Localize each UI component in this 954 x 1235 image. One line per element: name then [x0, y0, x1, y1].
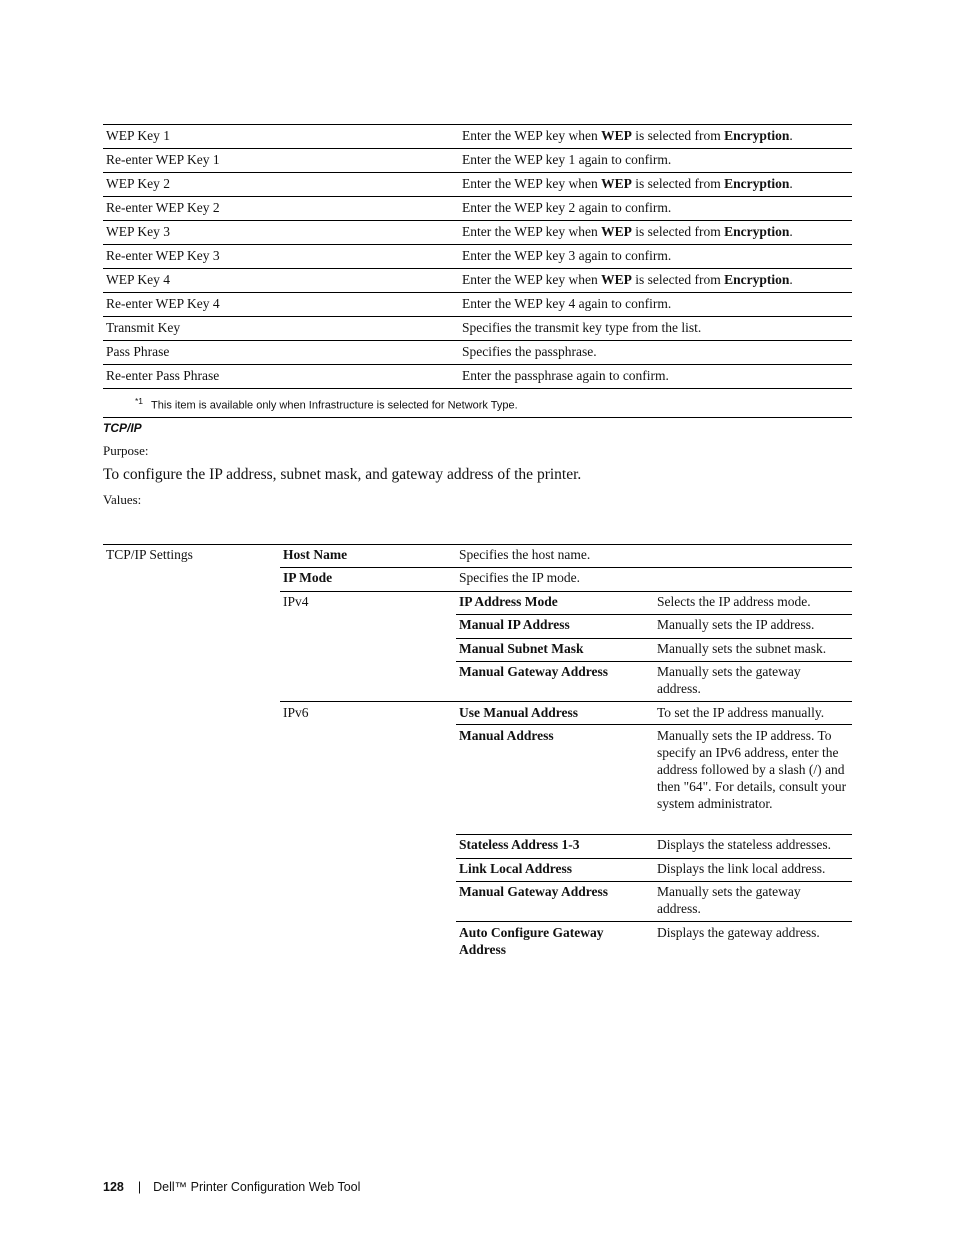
- setting-desc: Enter the WEP key 4 again to confirm.: [459, 293, 852, 317]
- setting-name: Re-enter WEP Key 3: [103, 245, 459, 269]
- table-row: [103, 341, 852, 365]
- section-title: TCP/IP: [103, 421, 142, 435]
- ipv6-item-name: Use Manual Address: [459, 705, 579, 720]
- footnote-mark: *1: [135, 396, 144, 406]
- ipv6-item-name: Manual Gateway Address: [459, 884, 609, 899]
- table-row: [103, 293, 852, 317]
- ipv6-item-name: Manual Address: [459, 728, 554, 743]
- ipv6-item-name: Stateless Address 1-3: [459, 837, 580, 852]
- footnote-row: [103, 389, 852, 418]
- table-row: [103, 149, 852, 173]
- page-footer: [103, 1180, 360, 1194]
- ipv4-item-desc: Manually sets the IP address.: [657, 617, 815, 632]
- setting-desc: Enter the passphrase again to confirm.: [459, 365, 852, 389]
- table-row: [103, 173, 852, 197]
- tcpip-settings-label: TCP/IP Settings: [106, 547, 193, 562]
- ipv6-label: IPv6: [283, 705, 309, 720]
- setting-desc: Enter the WEP key when WEP is selected from Encryption.: [459, 173, 852, 197]
- ipv4-item-name: Manual Subnet Mask: [459, 641, 584, 656]
- ipv6-item-name: Auto Configure Gateway Address: [459, 925, 604, 957]
- ipv6-item-desc: Displays the gateway address.: [657, 925, 820, 940]
- ipv6-item-desc: Displays the stateless addresses.: [657, 837, 831, 852]
- setting-desc: Enter the WEP key 1 again to confirm.: [459, 149, 852, 173]
- setting-desc: Enter the WEP key 2 again to confirm.: [459, 197, 852, 221]
- table-row: [103, 317, 852, 341]
- setting-name: WEP Key 4: [103, 269, 459, 293]
- ipv6-item-desc: Manually sets the gateway address.: [657, 884, 801, 916]
- ipv4-item-desc: Manually sets the gateway address.: [657, 664, 801, 696]
- footer-title: Dell™ Printer Configuration Web Tool: [153, 1180, 361, 1194]
- ip-mode-desc: Specifies the IP mode.: [459, 570, 580, 585]
- table-row: [103, 221, 852, 245]
- table-row: [103, 197, 852, 221]
- setting-name: Transmit Key: [103, 317, 459, 341]
- host-name-label: Host Name: [283, 547, 348, 562]
- ipv4-item-name: Manual IP Address: [459, 617, 570, 632]
- page-number: 128: [103, 1180, 124, 1194]
- ipv6-item-desc: To set the IP address manually.: [657, 705, 825, 720]
- ipv4-item-name: IP Address Mode: [459, 594, 558, 609]
- footnote: $^{*1}$ This item is available only when Infrastructure is selected for Network Type.: [103, 389, 852, 418]
- setting-name: WEP Key 1: [103, 125, 459, 149]
- ipv4-item-desc: Selects the IP address mode.: [657, 594, 811, 609]
- setting-name: Re-enter WEP Key 1: [103, 149, 459, 173]
- ipv4-item-desc: Manually sets the subnet mask.: [657, 641, 827, 656]
- purpose-label: Purpose:: [103, 443, 149, 458]
- ipv6-item-name: Link Local Address: [459, 861, 573, 876]
- setting-name: Pass Phrase: [103, 341, 459, 365]
- setting-name: Re-enter WEP Key 2: [103, 197, 459, 221]
- ipv6-item-desc: Manually sets the IP address. To specify an IPv6 address, enter the address followed by a slash (/) and then "64". For details, consult your system administrator.: [657, 728, 847, 811]
- footer-separator: |: [137, 1180, 142, 1194]
- table-row: [103, 125, 852, 149]
- ipv6-item-desc: Displays the link local address.: [657, 861, 826, 876]
- setting-name: WEP Key 2: [103, 173, 459, 197]
- purpose-text: To configure the IP address, subnet mask, and gateway address of the printer.: [103, 466, 582, 483]
- ipv4-item-name: Manual Gateway Address: [459, 664, 609, 679]
- setting-desc: Enter the WEP key 3 again to confirm.: [459, 245, 852, 269]
- host-name-desc: Specifies the host name.: [459, 547, 591, 562]
- ip-mode-label: IP Mode: [283, 570, 333, 585]
- wep-settings-table: [103, 124, 852, 418]
- setting-name: WEP Key 3: [103, 221, 459, 245]
- setting-desc: Enter the WEP key when WEP is selected from Encryption.: [459, 221, 852, 245]
- setting-name: Re-enter Pass Phrase: [103, 365, 459, 389]
- table-row: [103, 365, 852, 389]
- setting-desc: Enter the WEP key when WEP is selected from Encryption.: [459, 269, 852, 293]
- setting-desc: Specifies the transmit key type from the list.: [459, 317, 852, 341]
- table-row: [103, 245, 852, 269]
- values-label: Values:: [103, 492, 142, 507]
- setting-name: Re-enter WEP Key 4: [103, 293, 459, 317]
- table-row: [103, 269, 852, 293]
- ipv4-label: IPv4: [283, 594, 309, 609]
- setting-desc: Enter the WEP key when WEP is selected from Encryption.: [459, 125, 852, 149]
- setting-desc: Specifies the passphrase.: [459, 341, 852, 365]
